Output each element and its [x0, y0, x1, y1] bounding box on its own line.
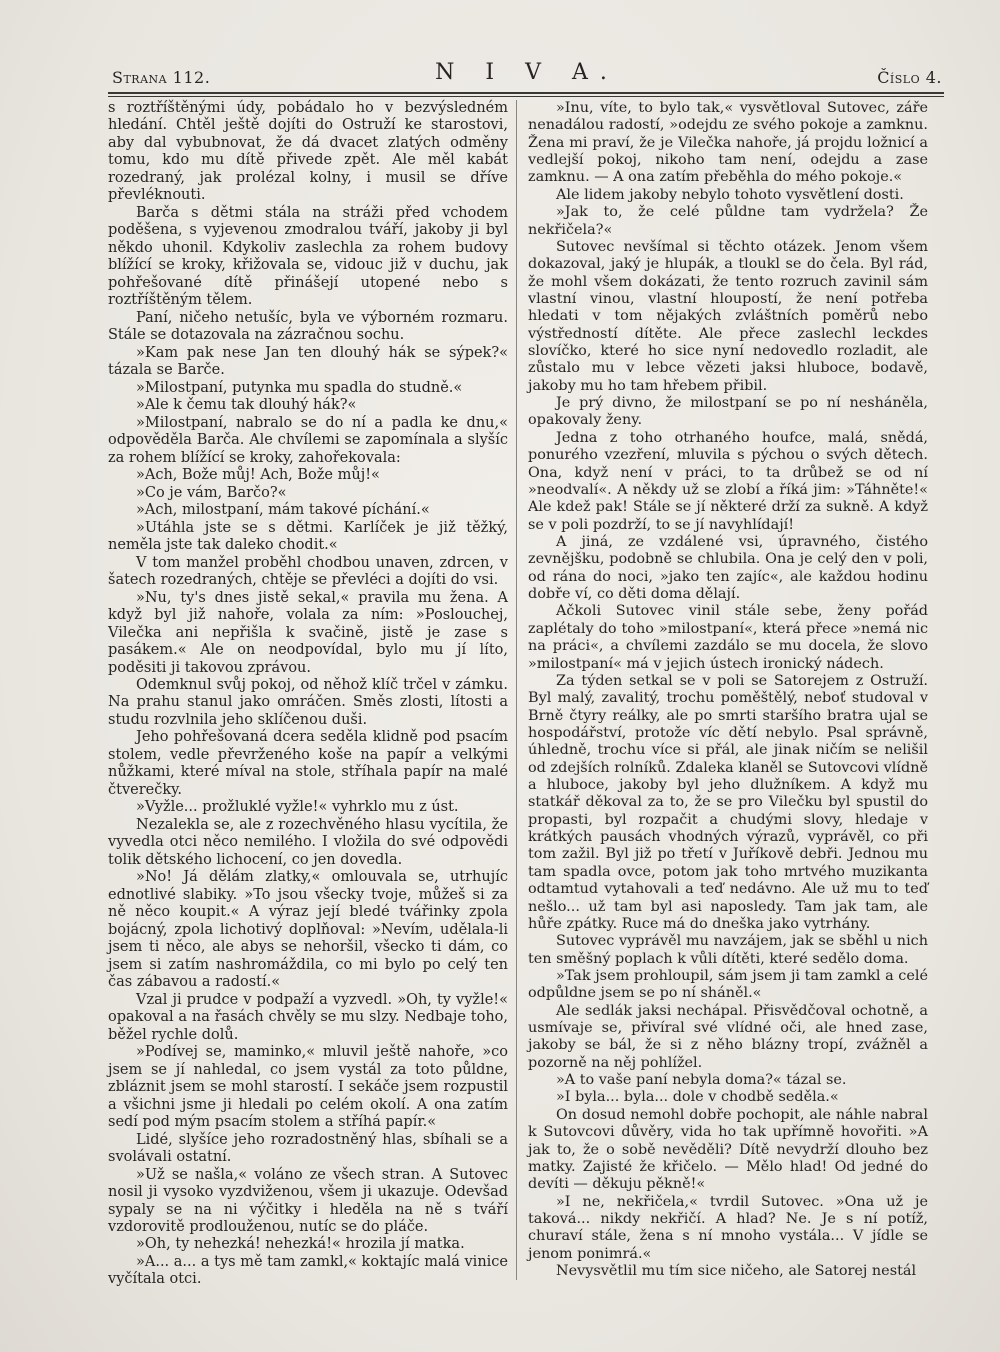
paragraph: »Milostpaní, putynka mu spadla do studně.«	[136, 379, 463, 396]
paragraph: Jedna z toho otrhaného houfce, malá, snědá, ponurého vzezření, mluvila s pýchou o svých dětech. Ona, když není v práci, to ta drůbež se od ní »neodvalí«. A někdy už se zlobí a říká jim: »Táhněte!« Ale kdež pak! Stále se jí některé drží za sukně. A když se v poli pozdrží, to se jí navyhlídají!	[528, 429, 928, 533]
paragraph: s roztříštěnými údy, pobádalo ho v bezvýsledném hledání. Chtěl ještě dojíti do Ostruží ke starostovi, aby dal vybubnovat, že dá dvacet zlatých odměny tomu, kdo mu dítě přivede zpět. Ale měl kabát rozedraný, jak prolézal kolny, i musil se dříve převléknouti.	[108, 100, 508, 204]
paragraph: Odemknul svůj pokoj, od něhož klíč trčel v zámku. Na prahu stanul jako omráčen. Směs zlosti, lítosti a studu rozvlnila jeho sklíčenou duši.	[108, 676, 508, 728]
paragraph: Za týden setkal se v poli se Satorejem z Ostruží. Byl malý, zavalitý, trochu poměštělý, neboť studoval v Brně čtyry reálky, ale po smrti staršího bratra ujal se hospodářství, protože víc dětí nebylo. Psal správně, úhledně, trochu více si přál, ale jinak ničím se nelišil od zdejších rolníků. Zdaleka klaněl se Sutovcovi vlídně a hluboce, jakoby byl jeho dlužníkem. A když mu statkář děkoval za to, že se pro Vilečku byl spustil do propasti, byl rozpačit a chudými slovy, hledaje v krátkých pausách vhodných výrazů, vyprávěl, co při tom zažil. Byl již po třetí v Juříkově debři. Jednou mu tam spadla ovce, potom jak toho mrtvého muzikanta odtamtud vytahovali a teď nedávno. Ale už mu to teď nešlo... už tam byl asi naposledy. Tam jak tam, ale hůře zpátky. Ruce má do dneška jako vytrhány.	[528, 672, 928, 932]
page-header	[112, 58, 942, 88]
paragraph: »I ne, nekřičela,« tvrdil Sutovec. »Ona už je taková... nikdy nekřičí. A hlad? Ne. Je s ní potíž, churaví stále, žena s ní mnoho vystála... V jídle se jenom ponimrá.«	[528, 1193, 928, 1262]
paragraph: A jiná, ze vzdálené vsi, úpravného, čistého zevnějšku, podobně se chlubila. Ona je celý den v poli, od rána do noci, »jako ten zajíc«, ale každou hodinu dobře ví, co děti doma dělají.	[528, 533, 928, 603]
paragraph: Ale lidem jakoby nebylo tohoto vysvětlení dosti.	[556, 186, 904, 203]
paragraph: »Podívej se, maminko,« mluvil ještě nahoře, »co jsem se jí nahledal, co jsem vystál za toto půldne, zbláznit jsem se mohl starostí. I sekáče jsem rozpustil a všichni jsme ji hledali po celém okolí. A ona zatím sedí pod mým psacím stolem a stříhá papír.«	[108, 1044, 508, 1131]
paragraph: »Oh, ty nehezká! nehezká!« hrozila jí matka.	[136, 1236, 465, 1253]
paragraph: Jeho pohřešovaná dcera seděla klidně pod psacím stolem, vedle převrženého koše na papír a velkými nůžkami, které míval na stole, stříhala papír na malé čtverečky.	[108, 729, 508, 798]
paragraph: Nezalekla se, ale z rozechvěného hlasu vycítila, že vyvedla otci něco nemilého. I vložila do své odpovědi tolik dětského lichocení, co jen dovedla.	[108, 816, 508, 868]
publication-title: N I V A.	[435, 60, 619, 85]
paragraph: »Ale k čemu tak dlouhý hák?«	[136, 397, 357, 414]
paragraph: »A to vaše paní nebyla doma?« tázal se.	[556, 1072, 847, 1089]
paragraph: Vzal ji prudce v podpaží a vyzvedl. »Oh, ty vyžle!« opakoval a na řasách chvěly se mu slzy. Nedbaje toho, běžel rychle dolů.	[108, 991, 508, 1043]
paragraph: »Utáhla jste se s dětmi. Karlíček je již těžký, neměla jste tak daleko chodit.«	[108, 519, 508, 554]
paragraph: Sutovec vyprávěl mu navzájem, jak se sběhl u nich ten směšný poplach k vůli dítěti, které sedělo doma.	[528, 933, 928, 967]
paragraph: »Vyžle... prožluklé vyžle!« vyhrklo mu z úst.	[136, 799, 459, 816]
paragraph: »Už se našla,« voláno ze všech stran. A Sutovec nosil ji vysoko vyzdviženou, všem ji ukazuje. Odevšad sypaly se na ni výčitky i hleděla na ně s tváří vzdorovitě prodlouženou, nutíc se do pláče.	[108, 1166, 508, 1235]
paragraph: On dosud nemohl dobře pochopit, ale náhle nabral k Sutovcovi důvěry, vida ho tak upřímně hovořiti. »A jak to, že o sobě nevěděli? Dítě nevydrží dlouho bez matky. Zajisté že křičelo. — Mělo hlad! Od jedné do devíti — děkuju pěkně!«	[528, 1106, 928, 1193]
paragraph: »Nu, ty's dnes jistě sekal,« pravila mu žena. A když byl již nahoře, volala za ním: »Poslouchej, Vilečka ani nepřišla k svačině, jistě je zase s pasákem.« Ale on neodpovídal, bylo mu jí líto, poděsiti ji takovou zprávou.	[108, 589, 508, 676]
paragraph: »Tak jsem prohloupil, sám jsem ji tam zamkl a celé odpůldne jsem se po ní sháněl.«	[528, 967, 928, 1002]
paragraph: Ačkoli Sutovec vinil stále sebe, ženy pořád zaplétaly do toho »milostpaní«, která přece »nemá nic na práci«, a chvílemi zazdálo se mu docela, že slovo »milostpaní« má v jejich ústech ironický nádech.	[528, 603, 928, 672]
right-column	[528, 100, 928, 1280]
paragraph: Barča s dětmi stála na stráži před vchodem poděšena, s vyjevenou zmodralou tváří, jakoby ji byl někdo uhonil. Kdykoliv zaslechla za rohem budovy blížící se kroky, křižovala se, vidouc již v duchu, jak pohřešované dítě přinášejí utopené nebo s roztříštěným tělem.	[108, 204, 508, 309]
paragraph: »Ach, Bože můj! Ach, Bože můj!«	[136, 467, 380, 484]
issue-number-label: Číslo 4.	[877, 68, 942, 87]
paragraph: »A... a... a tys mě tam zamkl,« koktajíc malá vinice vyčítala otci.	[108, 1253, 508, 1288]
paragraph: »Milostpaní, nabralo se do ní a padla ke dnu,« odpověděla Barča. Ale chvílemi se zapomínala a slyšíc za rohem blížící se kroky, zahořekovala:	[108, 414, 508, 466]
paragraph: »Jak to, že celé půldne tam vydržela? Že nekřičela?«	[528, 204, 928, 238]
left-column	[108, 100, 508, 1289]
paragraph: V tom manžel proběhl chodbou unaven, zdrcen, v šatech rozedraných, chtěje se převléci a dojíti do vsi.	[108, 554, 508, 589]
paragraph: »Ach, milostpaní, mám takové píchání.«	[136, 502, 430, 519]
paragraph: »I byla... byla... dole v chodbě seděla.«	[556, 1089, 839, 1106]
paragraph: Ale sedlák jaksi nechápal. Přisvědčoval ochotně, a usmívaje se, přivíral své vlídné oči, ale hned zase, jakoby se bál, že si z něho blázny tropí, zvážněl a pozorně na něj pohlížel.	[528, 1002, 928, 1071]
column-divider	[516, 100, 517, 1280]
paragraph: »Co je vám, Barčo?«	[136, 484, 287, 501]
paragraph: Sutovec nevšímal si těchto otázek. Jenom všem dokazoval, jaký je hlupák, a tloukl se do čela. Byl rád, že mohl všem dokázati, že tento rozruch zavinil sám vlastní vinou, vlastní hloupostí, že není potřeba hledati v tom nějakých zvláštních poměrů nebo výstředností dítěte. Ale přece zaslechl leckdes slovíčko, které ho sice nyní nedovedlo rozladit, ale zůstalo mu v lebce vězeti jaksi hluboce, bodavě, jakoby mu ho tam hřebem přibil.	[528, 238, 928, 394]
paragraph: »Kam pak nese Jan ten dlouhý hák se sýpek?« tázala se Barče.	[108, 344, 508, 379]
paragraph: Lidé, slyšíce jeho rozradostněný hlas, sbíhali se a svolávali ostatní.	[108, 1131, 508, 1166]
page-number-label: Strana 112.	[112, 68, 211, 87]
paragraph: »Inu, víte, to bylo tak,« vysvětloval Sutovec, záře nenadálou radostí, »odejdu ze svého pokoje a zamknu. Žena mi praví, že je Vilečka nahoře, já projdu ložnicí a vedlejší pokoj, nikoho tam není, odejdu a zase zamknu. — A ona zatím přeběhla do mého pokoje.«	[528, 100, 928, 186]
paragraph: Paní, ničeho netušíc, byla ve výborném rozmaru. Stále se dotazovala na zázračnou sochu.	[108, 309, 508, 344]
paragraph: Nevysvětlil mu tím sice ničeho, ale Satorej nestál	[556, 1263, 917, 1280]
header-rule-thin	[108, 96, 944, 97]
paragraph: »No! Já dělám zlatky,« omlouvala se, utrhujíc ednotlivé slabiky. »To jsou všecky tvoje, můžeš si za ně něco koupit.« A výraz její bledé tvářinky zpola bojácný, zpola lichotivý doplňoval: »Nevím, udělala-li jsem ti něco, ale abys se nehoršil, všecko ti dám, co jsem si zatím nashromáždila, co mi bylo po celý ten čas zábavou a radostí.«	[108, 869, 508, 991]
header-rule	[108, 92, 944, 94]
paragraph: Je prý divno, že milostpaní se po ní nesháněla, opakovaly ženy.	[528, 395, 928, 429]
